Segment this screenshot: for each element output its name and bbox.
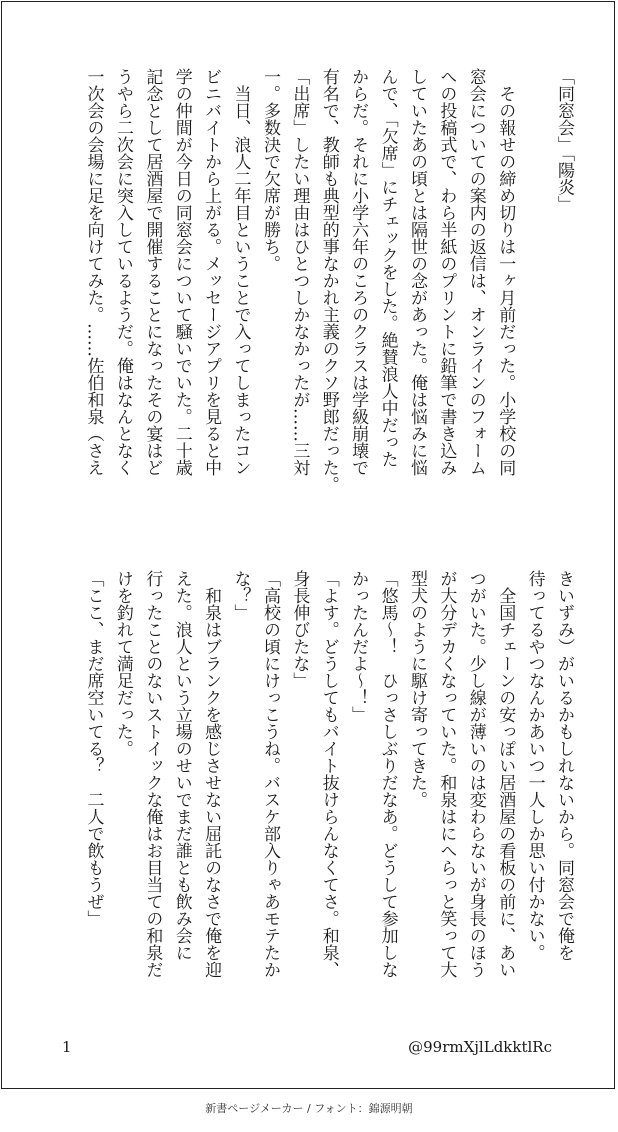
text-block-top bbox=[32, 68, 578, 538]
top-text-line: んで、「欠席」にチェックをした。絶賛浪人中だった bbox=[377, 68, 398, 468]
top-text-line: ビニバイトから上がる。メッセージアプリを見ると中 bbox=[201, 68, 222, 476]
bottom-text-line: 「高校の頃にけっこうね。バスケ部入りゃあモテたか bbox=[259, 570, 280, 978]
generator-credit: 新書ページメーカー / フォント：錦源明朝 bbox=[205, 1102, 413, 1115]
bottom-text-line: 全国チェーンの安っぽい居酒屋の看板の前に、あい bbox=[495, 570, 516, 978]
bottom-text-line: きいずみ）がいるかもしれないから。同窓会で俺を bbox=[554, 570, 574, 961]
bottom-text-line: 行ったことのないストイックな俺はお目当ての和泉だ bbox=[142, 570, 163, 978]
bottom-text-line: けを釣れて満足だった。 bbox=[112, 570, 133, 757]
author-handle: @99rmXjlLdkktlRc bbox=[408, 1038, 552, 1056]
bottom-text-line: つがいた。少し線が薄いのは変わらないが身長のほう bbox=[465, 570, 486, 978]
top-text-line: 「出席」したい理由はひとつしかなかったが……三対 bbox=[289, 68, 310, 476]
bottom-text-line: 待ってるやつなんかあいつ一人しか思い付かない。 bbox=[524, 570, 545, 961]
top-text-line: 当日、浪人二年目ということで入ってしまったコン bbox=[230, 68, 251, 476]
top-text-line: への投稿式で、わら半紙のプリントに鉛筆で書き込み bbox=[436, 68, 457, 476]
bottom-text-line: 「よす。どうしてもバイト抜けらんなくてさ。和泉、 bbox=[318, 570, 339, 978]
top-text-line: 一次会の会場に足を向けてみた。……佐伯和泉（さえ bbox=[83, 68, 104, 476]
top-text-line: 学の仲間が今日の同窓会について騒いでいた。二十歳 bbox=[171, 68, 192, 476]
top-text-line: 窓会についての案内の返信は、オンラインのフォーム bbox=[465, 68, 486, 476]
top-text-line bbox=[519, 68, 548, 538]
bottom-text-line: 「悠馬～！ ひっさしぶりだなあ。どうして参加しな bbox=[377, 570, 398, 978]
top-text-line: 有名で、教師も典型的事なかれ主義のクソ野郎だった。 bbox=[318, 68, 339, 493]
top-text-line: 「同窓会」「陽炎」 bbox=[554, 68, 574, 213]
page-number: 1 bbox=[62, 1038, 72, 1056]
bottom-text-line: が大分デカくなっていた。和泉はにへらっと笑って大 bbox=[436, 570, 457, 978]
top-text-line: 記念として居酒屋で開催することになったその宴はど bbox=[142, 68, 163, 476]
bottom-text-line: 「ここ、まだ席空いてる？ 二人で飲もうぜ」 bbox=[83, 570, 104, 927]
text-block-bottom bbox=[32, 570, 578, 978]
bottom-text-line: かったんだよ～！」 bbox=[348, 570, 369, 723]
bottom-text-line: えた。浪人という立場のせいでまだ誰とも飲み会に bbox=[171, 570, 192, 961]
top-text-line: うやら二次会に突入しているようだ。俺はなんとなく bbox=[112, 68, 133, 476]
top-text-line: その報せの締め切りは一ヶ月前だった。小学校の同 bbox=[495, 68, 516, 476]
bottom-text-line: 身長伸びたな」 bbox=[289, 570, 310, 689]
manuscript-page bbox=[1, 1, 615, 1089]
bottom-text-line: な？」 bbox=[230, 570, 251, 621]
top-text-line: からだ。それに小学六年のころのクラスは学級崩壊で bbox=[348, 68, 369, 476]
bottom-text-line: 和泉はブランクを感じさせない屈託のなさで俺を迎 bbox=[201, 570, 222, 978]
bottom-text-line: 型犬のように駆け寄ってきた。 bbox=[406, 570, 427, 808]
top-text-line: 一。多数決で欠席が勝ち。 bbox=[259, 68, 280, 272]
top-text-line: していたあの頃とは隔世の念があった。俺は悩みに悩 bbox=[406, 68, 427, 476]
